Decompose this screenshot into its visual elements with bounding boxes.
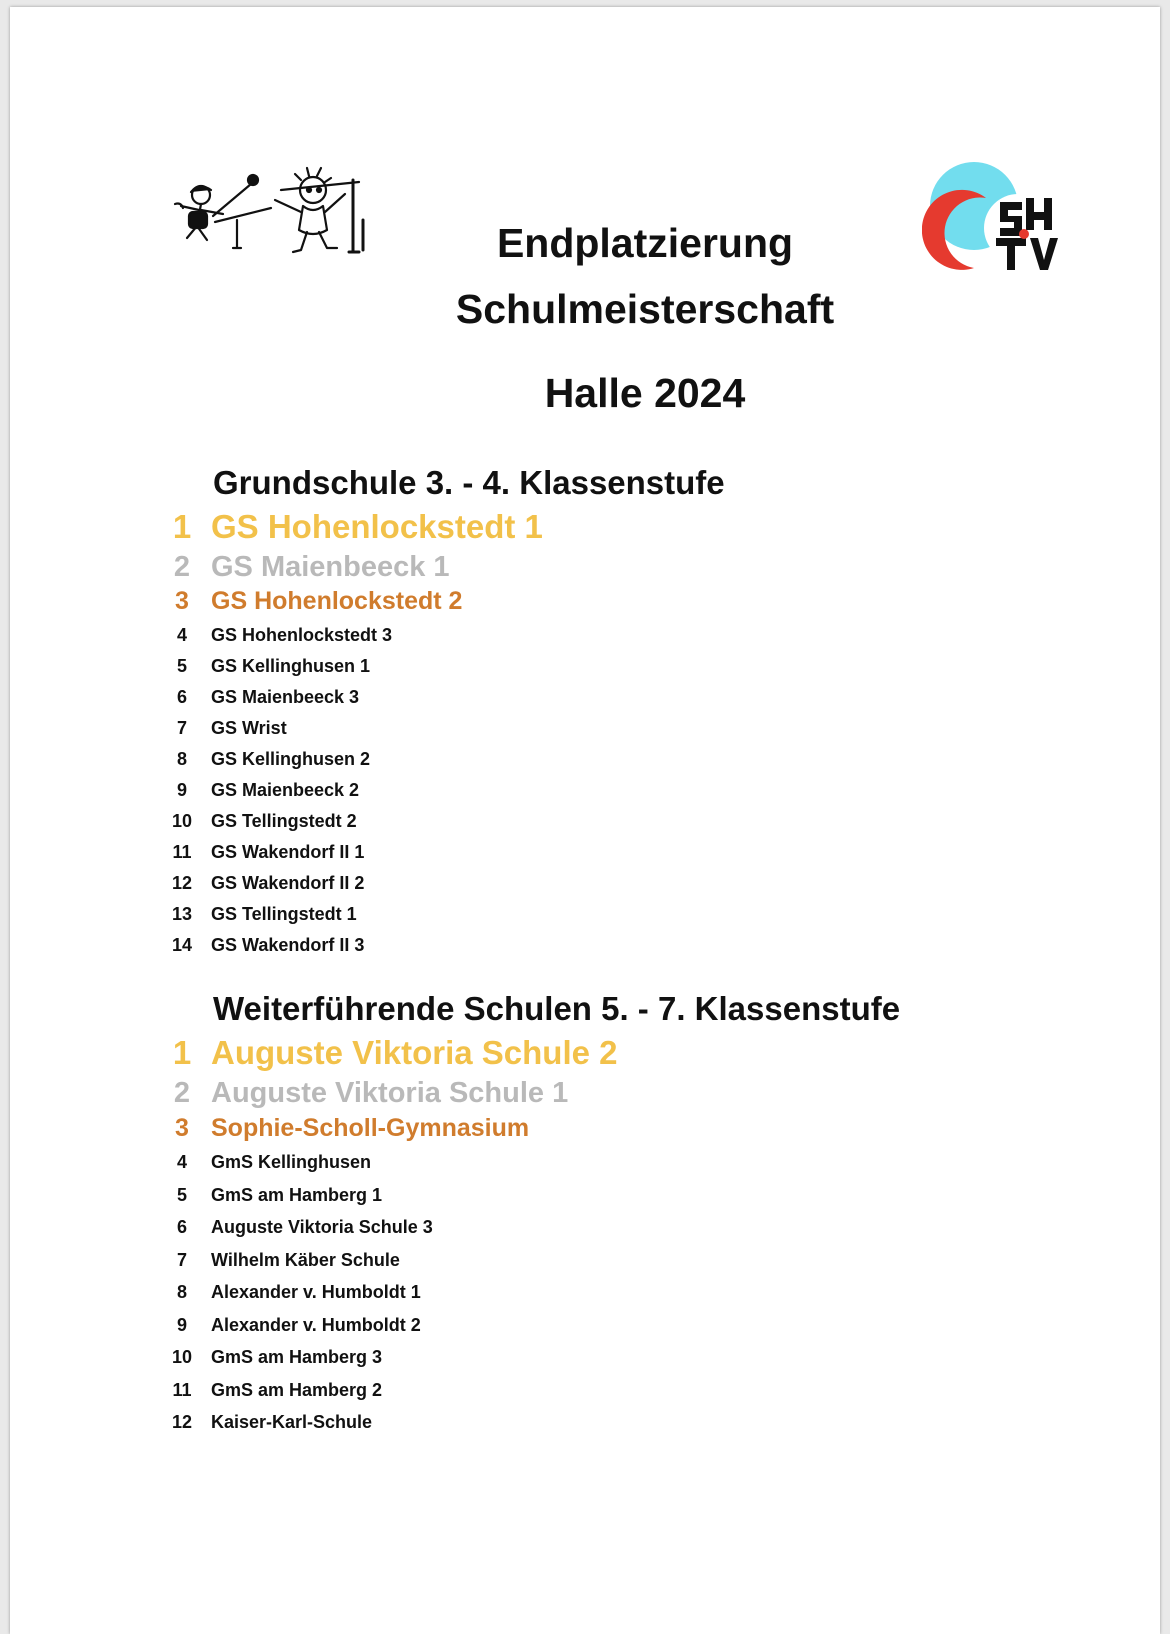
team-name: Alexander v. Humboldt 2 [211,1315,421,1335]
team-name: GS Wrist [211,718,287,738]
team-name: GS Wakendorf II 2 [211,873,365,893]
team-name: GmS am Hamberg 3 [211,1347,383,1367]
team-name: GS Hohenlockstedt 2 [211,587,463,615]
rank-number: 1 [172,1034,192,1071]
rank-number: 10 [171,811,193,831]
rank-number: 3 [175,1114,189,1142]
rank-number: 5 [176,1185,187,1205]
page-title-line-1: Endplatzierung [496,220,794,266]
rank-number: 12 [171,1412,193,1432]
rank-number: 4 [176,1152,187,1172]
team-name: GS Kellinghusen 2 [211,749,371,769]
rank-number: 11 [172,1380,192,1400]
rank-number: 14 [171,935,193,955]
team-name: Sophie-Scholl-Gymnasium [211,1114,530,1142]
team-name: GS Maienbeeck 1 [211,551,450,583]
team-name: GS Maienbeeck 3 [211,687,360,707]
rank-number: 6 [176,687,187,707]
rank-number: 10 [171,1347,193,1367]
rank-number: 11 [172,842,192,862]
team-name: GS Wakendorf II 1 [211,842,365,862]
team-name: GS Hohenlockstedt 3 [211,625,393,645]
rank-number: 4 [176,625,187,645]
team-name: Auguste Viktoria Schule 1 [211,1077,569,1109]
team-name: Wilhelm Käber Schule [211,1250,400,1270]
team-name: GS Tellingstedt 2 [211,811,357,831]
team-name: GS Kellinghusen 1 [211,656,371,676]
rank-number: 2 [173,551,191,583]
rank-number: 8 [176,749,187,769]
rank-number: 9 [176,1315,187,1335]
team-name: Alexander v. Humboldt 1 [211,1282,421,1302]
rank-number: 8 [176,1282,187,1302]
rank-number: 9 [176,780,187,800]
rank-number: 13 [171,904,193,924]
rank-number: 2 [173,1077,191,1109]
team-name: GS Maienbeeck 2 [211,780,360,800]
rank-number: 12 [171,873,193,893]
section-heading-grundschule: Grundschule 3. - 4. Klassenstufe [213,464,725,501]
team-name: GS Wakendorf II 3 [211,935,365,955]
rank-number: 5 [176,656,187,676]
team-name: GS Tellingstedt 1 [211,904,357,924]
team-name: GmS am Hamberg 1 [211,1185,383,1205]
rank-number: 6 [176,1217,187,1237]
rank-number: 7 [176,718,187,738]
page-title-line-3: Halle 2024 [544,370,746,416]
page-title-line-2: Schulmeisterschaft [455,286,835,332]
rank-number: 3 [175,587,189,615]
team-name: Kaiser-Karl-Schule [211,1412,373,1432]
team-name: GmS Kellinghusen [211,1152,372,1172]
rank-number: 1 [172,508,192,545]
team-name: GS Hohenlockstedt 1 [211,508,543,545]
section-heading-weiterfuehrende: Weiterführende Schulen 5. - 7. Klassenstufe [213,990,901,1027]
team-name: GmS am Hamberg 2 [211,1380,383,1400]
rank-number: 7 [176,1250,187,1270]
team-name: Auguste Viktoria Schule 2 [211,1034,618,1071]
team-name: Auguste Viktoria Schule 3 [211,1217,433,1237]
